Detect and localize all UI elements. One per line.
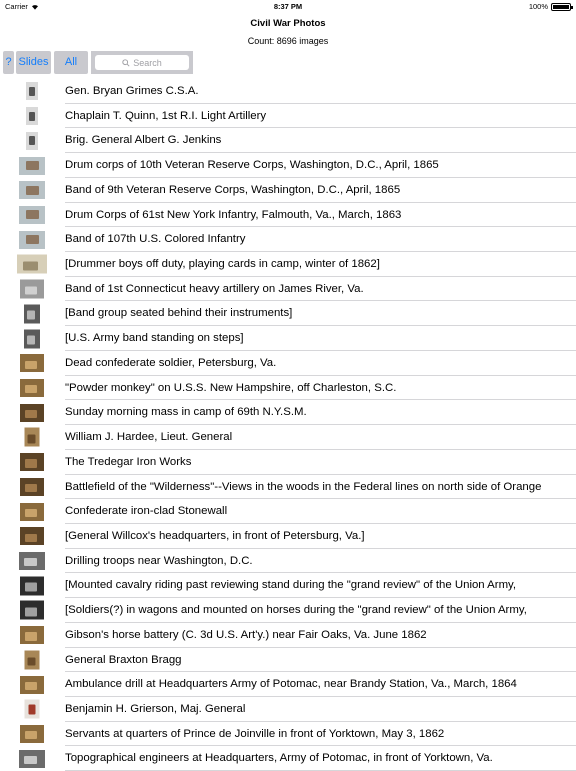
photo-title: Drum Corps of 61st New York Infantry, Falmouth, Va., March, 1863 (65, 208, 402, 221)
photo-thumbnail (20, 280, 44, 299)
photo-title: William J. Hardee, Lieut. General (65, 431, 233, 444)
photo-thumbnail (20, 404, 44, 422)
photo-title: Gibson's horse battery (C. 3d U.S. Art'y.) near Fair Oaks, Va. June 1862 (65, 628, 427, 641)
photo-title: Battlefield of the "Wilderness"--Views in the woods in the Federal lines on north side of Orange (65, 480, 542, 493)
list-item[interactable] (0, 252, 576, 277)
photo-thumbnail (20, 503, 44, 521)
search-icon (122, 59, 130, 67)
photo-title: [Soldiers(?) in wagons and mounted on horses during the "grand review" of the Union Army, (65, 604, 527, 617)
photo-title: Drum corps of 10th Veteran Reserve Corps, Washington, D.C., April, 1865 (65, 159, 439, 172)
photo-title: Benjamin H. Grierson, Maj. General (65, 702, 246, 715)
list-item[interactable] (0, 376, 576, 401)
photo-title: Dead confederate soldier, Petersburg, Va. (65, 356, 277, 369)
photo-title: Drilling troops near Washington, D.C. (65, 554, 253, 567)
photo-title: General Braxton Bragg (65, 653, 182, 666)
photo-thumbnail (17, 255, 47, 274)
image-count: Count: 8696 images (247, 36, 329, 46)
carrier-label: Carrier (5, 2, 28, 11)
photo-thumbnail (20, 527, 44, 545)
photo-title: Ambulance drill at Headquarters Army of Potomac, near Brandy Station, Va., March, 1864 (65, 678, 517, 691)
photo-thumbnail (19, 181, 45, 199)
photo-title: [U.S. Army band standing on steps] (65, 332, 244, 345)
photo-thumbnail (20, 676, 44, 694)
photo-title: Brig. General Albert G. Jenkins (65, 134, 222, 147)
photo-thumbnail (19, 206, 45, 224)
photo-thumbnail (20, 478, 44, 496)
list-item[interactable] (0, 79, 576, 104)
list-item[interactable] (0, 301, 576, 326)
page-title: Civil War Photos (250, 18, 326, 29)
list-item[interactable] (0, 475, 576, 500)
list-item[interactable] (0, 104, 576, 129)
search-placeholder: Search (133, 57, 162, 68)
photo-title: [Drummer boys off duty, playing cards in camp, winter of 1862] (65, 258, 380, 271)
list-item[interactable] (0, 450, 576, 475)
list-item[interactable] (0, 227, 576, 252)
help-button[interactable]: ? (3, 51, 14, 74)
battery-percent: 100% (528, 2, 548, 11)
list-item[interactable] (0, 549, 576, 574)
photo-title: [General Willcox's headquarters, in front of Petersburg, Va.] (65, 529, 365, 542)
list-item[interactable] (0, 598, 576, 623)
photo-title: Topographical engineers at Headquarters, Army of Potomac, in front of Yorktown, Va. (65, 752, 493, 765)
photo-title: Servants at quarters of Prince de Joinville in front of Yorktown, May 3, 1862 (65, 727, 445, 740)
photo-title: Confederate iron-clad Stonewall (65, 505, 228, 518)
photo-thumbnail (25, 428, 40, 447)
photo-thumbnail (19, 750, 45, 768)
list-item[interactable] (0, 524, 576, 549)
status-bar (0, 0, 576, 13)
photo-thumbnail (20, 626, 44, 644)
list-item[interactable] (0, 722, 576, 747)
photo-thumbnail (19, 157, 45, 175)
status-right (529, 0, 571, 13)
list-item[interactable] (0, 153, 576, 178)
all-button[interactable]: All (54, 51, 88, 74)
photo-title: Band of 1st Connecticut heavy artillery on James River, Va. (65, 282, 364, 295)
photo-thumbnail (19, 552, 45, 570)
photo-title: Band of 107th U.S. Colored Infantry (65, 233, 246, 246)
list-item[interactable] (0, 203, 576, 228)
search-bar (91, 51, 193, 74)
list-item[interactable] (0, 623, 576, 648)
photo-thumbnail (24, 329, 40, 348)
list-item[interactable] (0, 697, 576, 722)
toolbar (0, 48, 576, 77)
slides-button[interactable]: Slides (16, 51, 51, 74)
photo-thumbnail (19, 231, 45, 249)
photo-title: Band of 9th Veteran Reserve Corps, Washington, D.C., April, 1865 (65, 183, 401, 196)
list-item[interactable] (0, 400, 576, 425)
photo-thumbnail (26, 82, 38, 100)
list-item[interactable] (0, 128, 576, 153)
list-item[interactable] (0, 672, 576, 697)
photo-title: [Band group seated behind their instruments] (65, 307, 293, 320)
photo-thumbnail (26, 107, 38, 125)
photo-thumbnail (24, 304, 40, 323)
list-item[interactable] (0, 573, 576, 598)
search-input[interactable] (95, 55, 189, 70)
photo-thumbnail (20, 453, 44, 471)
list-item[interactable] (0, 326, 576, 351)
photo-title: Chaplain T. Quinn, 1st R.I. Light Artillery (65, 109, 267, 122)
photo-title: Gen. Bryan Grimes C.S.A. (65, 85, 199, 97)
list-item[interactable] (0, 277, 576, 302)
list-item[interactable] (0, 351, 576, 376)
photo-thumbnail (25, 650, 40, 669)
list-item[interactable] (0, 499, 576, 524)
list-item[interactable] (0, 746, 576, 771)
list-item[interactable] (0, 648, 576, 673)
battery-icon (551, 3, 571, 11)
photo-thumbnail (20, 354, 44, 372)
list-item[interactable] (0, 425, 576, 450)
photo-thumbnail (20, 576, 44, 595)
photo-thumbnail (26, 132, 38, 150)
photo-thumbnail (25, 700, 40, 719)
photo-list (0, 79, 576, 771)
photo-thumbnail (20, 379, 44, 397)
photo-title: [Mounted cavalry riding past reviewing stand during the "grand review" of the Union Army, (65, 579, 517, 592)
status-time: 8:37 PM (273, 2, 303, 11)
list-item[interactable] (0, 178, 576, 203)
photo-thumbnail (20, 725, 44, 743)
photo-thumbnail (20, 601, 44, 620)
photo-title: Sunday morning mass in camp of 69th N.Y.S.M. (65, 406, 307, 419)
photo-title: "Powder monkey" on U.S.S. New Hampshire, off Charleston, S.C. (65, 381, 397, 394)
photo-title: The Tredegar Iron Works (65, 455, 192, 468)
